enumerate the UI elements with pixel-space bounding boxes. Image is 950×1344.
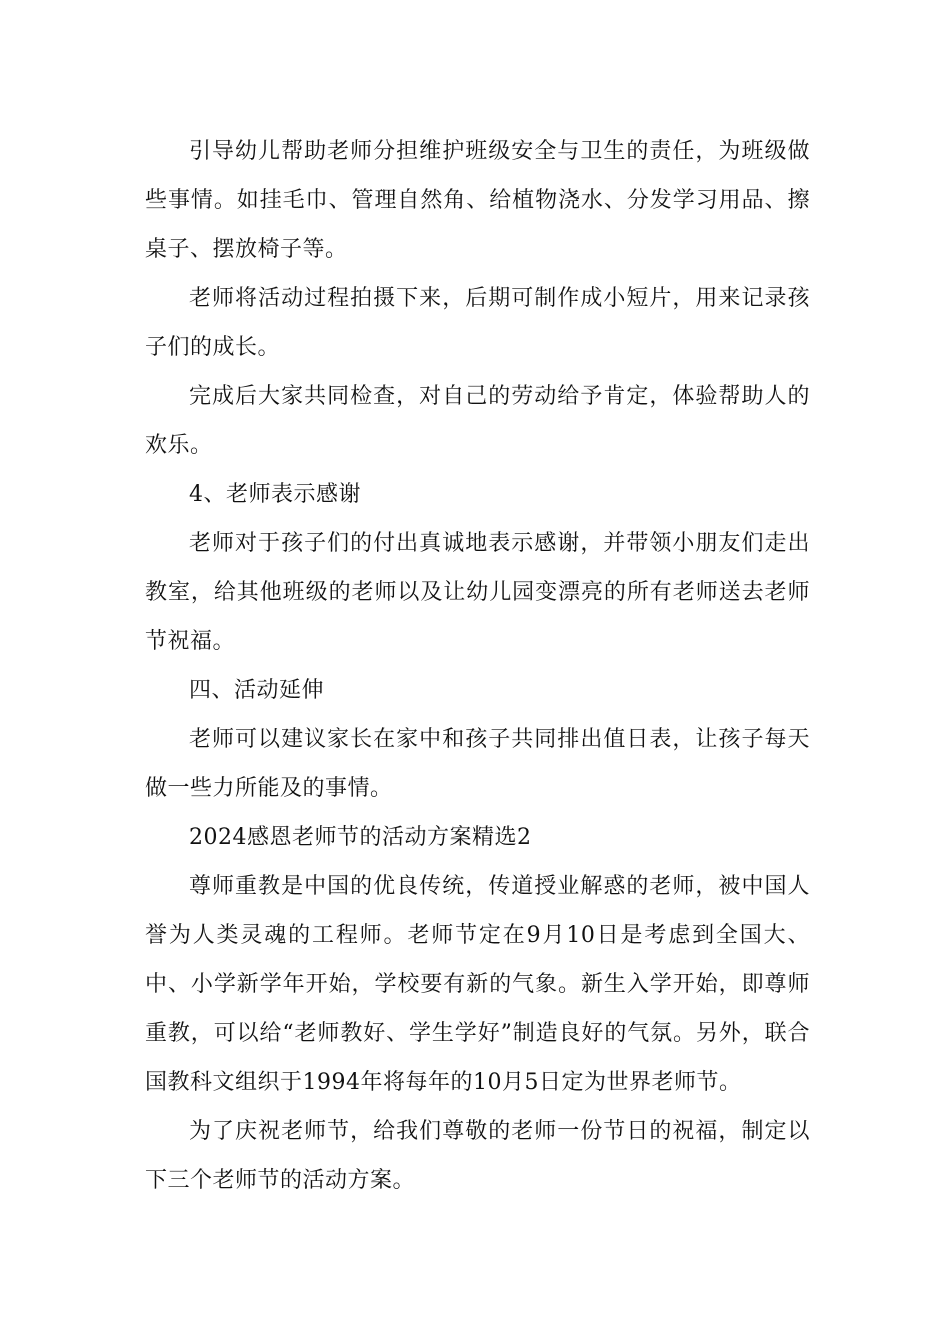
document-body <box>145 127 810 1205</box>
paragraph: 老师可以建议家长在家中和孩子共同排出值日表，让孩子每天做一些力所能及的事情。 <box>145 727 810 801</box>
article-title: 2024感恩老师节的活动方案精选2 <box>189 825 532 850</box>
section-heading: 四、活动延伸 <box>189 678 325 703</box>
paragraph: 老师对于孩子们的付出真诚地表示感谢，并带领小朋友们走出教室，给其他班级的老师以及让幼儿园变漂亮的所有老师送去老师节祝福。 <box>145 531 810 654</box>
paragraph: 引导幼儿帮助老师分担维护班级安全与卫生的责任，为班级做些事情。如挂毛巾、管理自然角、给植物浇水、分发学习用品、擦桌子、摆放椅子等。 <box>145 139 810 262</box>
paragraph: 完成后大家共同检查，对自己的劳动给予肯定，体验帮助人的欢乐。 <box>145 384 810 458</box>
section-heading: 4、老师表示感谢 <box>189 482 361 507</box>
paragraph: 老师将活动过程拍摄下来，后期可制作成小短片，用来记录孩子们的成长。 <box>145 286 810 360</box>
paragraph: 尊师重教是中国的优良传统，传道授业解惑的老师，被中国人誉为人类灵魂的工程师。老师节定在9月10日是考虑到全国大、中、小学新学年开始，学校要有新的气象。新生入学开始，即尊师重教，可以给“老师教好、学生学好”制造良好的气氛。另外，联合国教科文组织于1994年将每年的10月5日定为世界老师节。 <box>145 874 810 1095</box>
paragraph: 为了庆祝老师节，给我们尊敬的老师一份节日的祝福，制定以下三个老师节的活动方案。 <box>145 1119 810 1193</box>
